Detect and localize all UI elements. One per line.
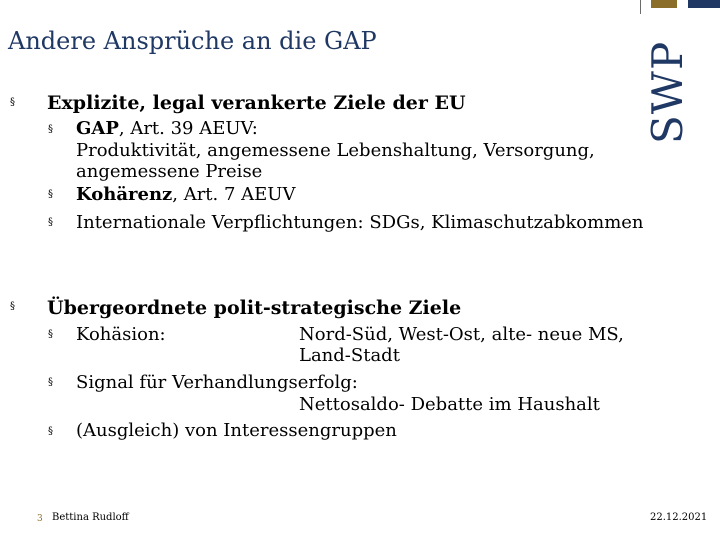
section1-item-gap-detail-cont: angemessene Preise xyxy=(76,161,263,182)
section2-item-signal-value: Nettosaldo- Debatte im Haushalt xyxy=(299,394,600,415)
logo-accent-bar xyxy=(651,0,677,8)
section1-item-gap-detail: Produktivität, angemessene Lebenshaltung, Versorgung, xyxy=(76,140,595,161)
section2-item-kohaesion-value: Nord-Süd, West-Ost, alte- neue MS, xyxy=(299,324,624,345)
bullet-icon: § xyxy=(10,301,15,312)
section1-item-gap: GAP, Art. 39 AEUV: xyxy=(76,118,258,139)
section2-item-kohaesion-value-cont: Land-Stadt xyxy=(299,345,400,366)
bullet-icon: § xyxy=(48,377,53,388)
footer-author: Bettina Rudloff xyxy=(52,512,129,523)
footer-date: 22.12.2021 xyxy=(650,512,708,523)
section2-item-ausgleich: (Ausgleich) von Interessengruppen xyxy=(76,420,397,441)
bullet-icon: § xyxy=(48,217,53,228)
bullet-icon: § xyxy=(48,189,53,200)
swp-logo: SWP xyxy=(643,40,692,144)
section1-heading: Explizite, legal verankerte Ziele der EU xyxy=(47,92,466,114)
section1-item-kohaerenz: Kohärenz, Art. 7 AEUV xyxy=(76,184,296,205)
section2-item-signal-label: Signal für Verhandlungserfolg: xyxy=(76,372,358,393)
bullet-icon: § xyxy=(48,124,53,135)
logo-divider xyxy=(640,0,641,14)
section2-item-kohaesion-label: Kohäsion: xyxy=(76,324,166,345)
section2-heading: Übergeordnete polit-strategische Ziele xyxy=(47,297,462,319)
bullet-icon: § xyxy=(48,426,53,437)
logo-blue-bar xyxy=(688,0,720,8)
section1-item-verpflichtungen: Internationale Verpflichtungen: SDGs, Klimaschutzabkommen xyxy=(76,212,644,233)
bullet-icon: § xyxy=(48,329,53,340)
page-number: 3 xyxy=(37,514,43,524)
slide-title: Andere Ansprüche an die GAP xyxy=(8,27,377,55)
bullet-icon: § xyxy=(10,97,15,108)
